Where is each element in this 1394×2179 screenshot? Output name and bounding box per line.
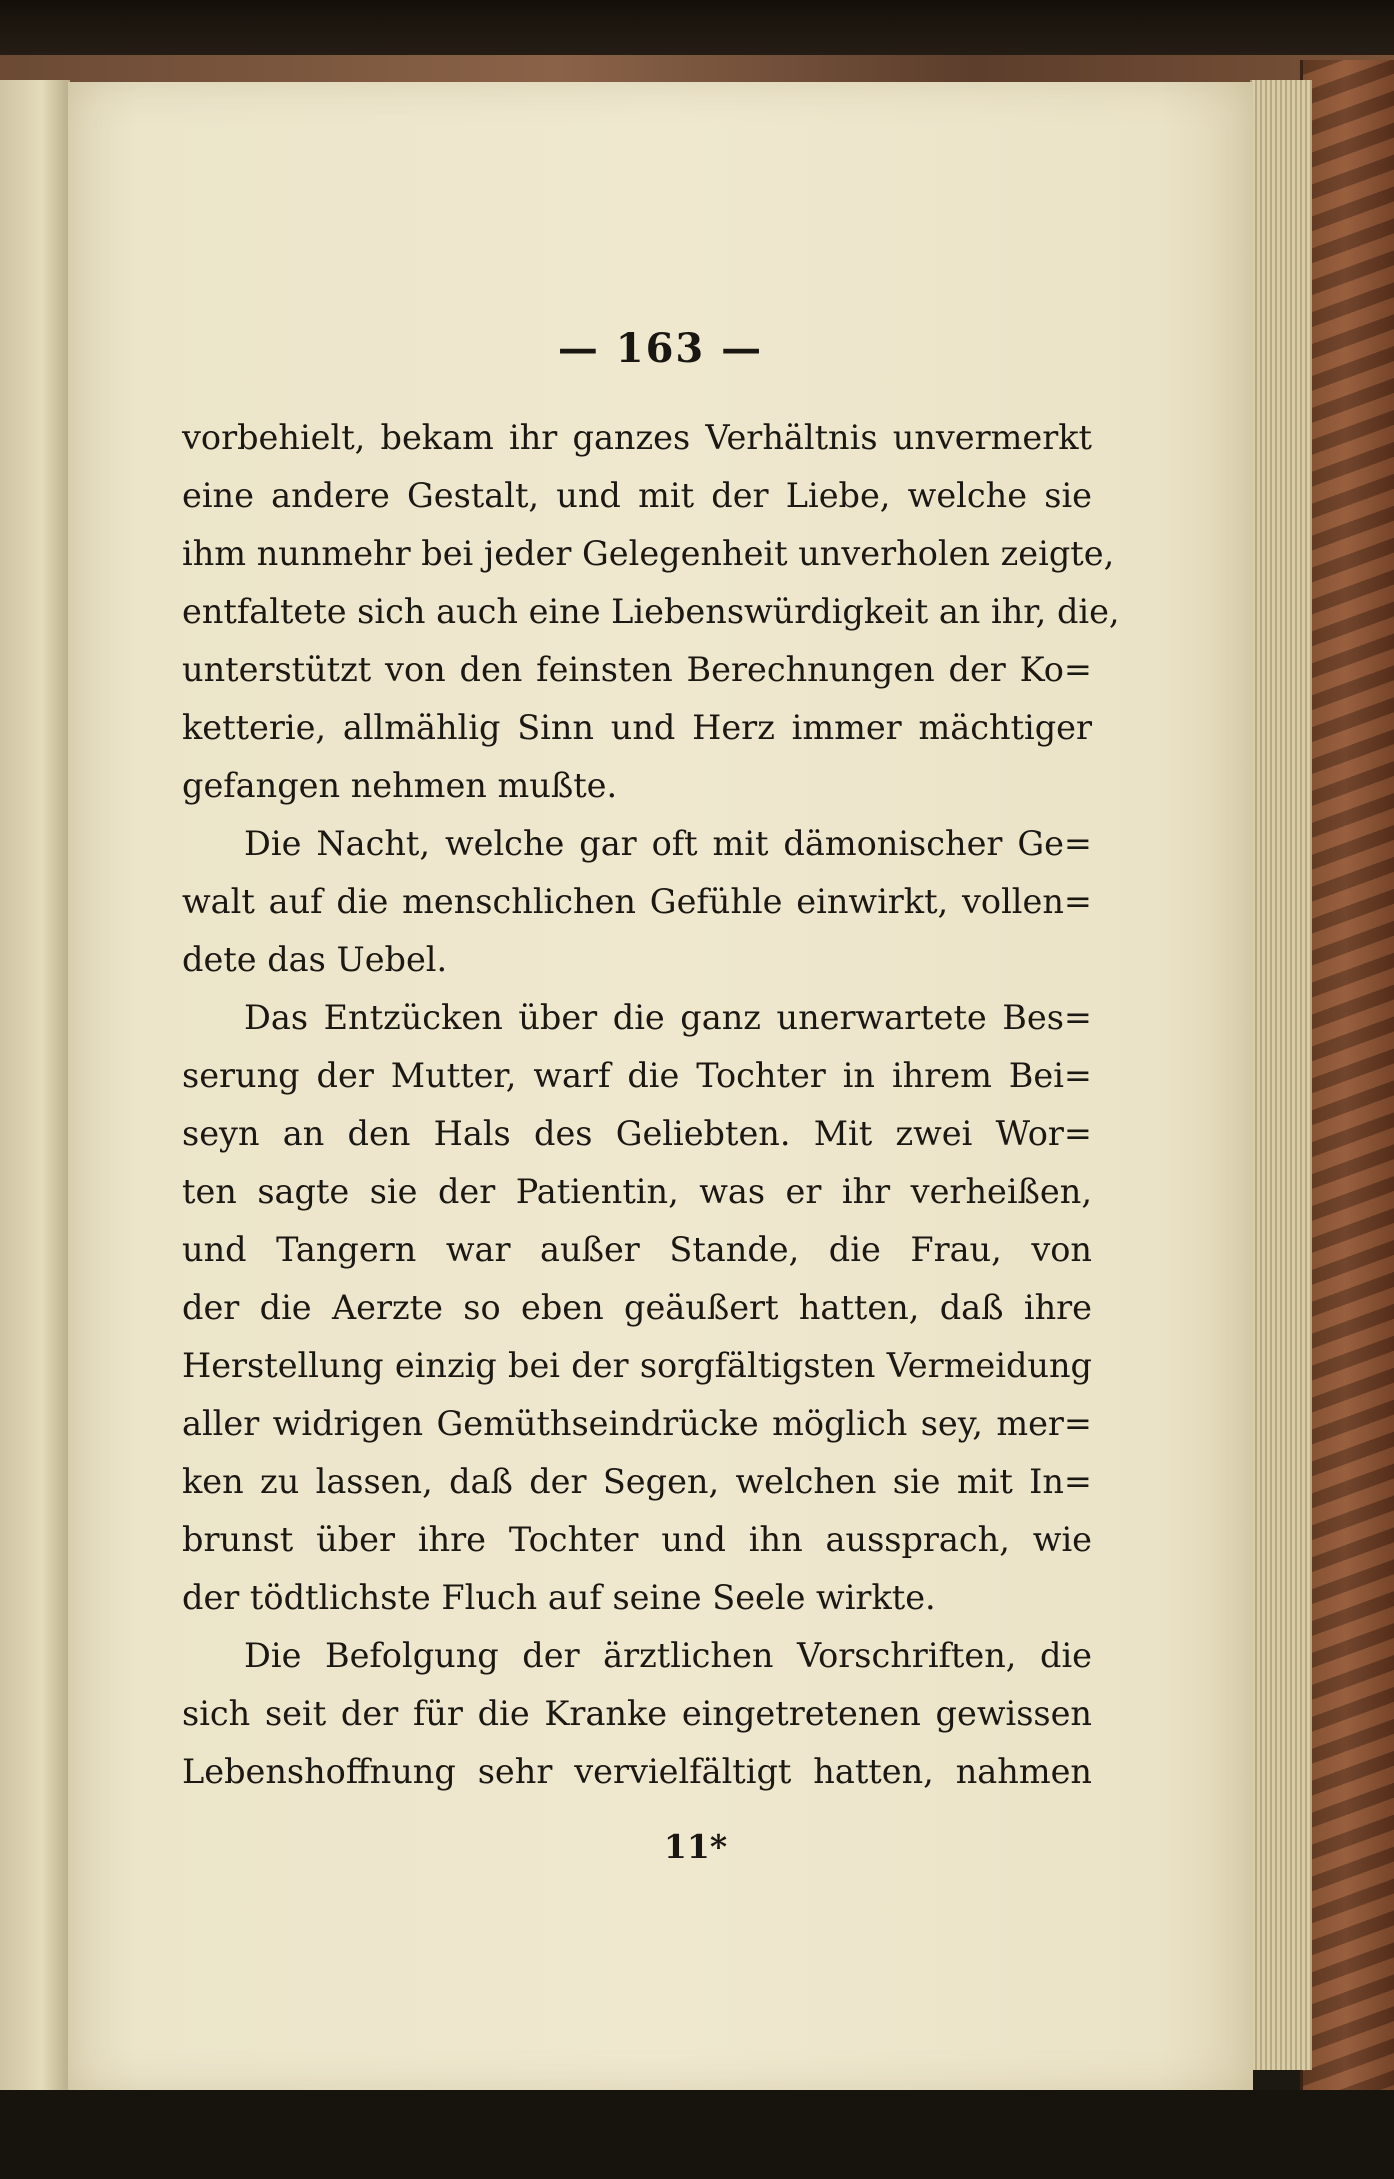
text-line: und Tangern war außer Stande, die Frau, von	[182, 1230, 1092, 1269]
text-line: Das Entzücken über die ganz unerwartete Bes=	[244, 998, 1092, 1037]
book-cover-right	[1300, 60, 1394, 2120]
text-line: gefangen nehmen mußte.	[182, 766, 618, 805]
text-line: aller widrigen Gemüthseindrücke möglich sey, mer=	[182, 1404, 1092, 1443]
text-line: der die Aerzte so eben geäußert hatten, daß ihre	[182, 1288, 1092, 1327]
text-line: eine andere Gestalt, und mit der Liebe, welche sie	[182, 476, 1092, 515]
text-line: ken zu lassen, daß der Segen, welchen sie mit In=	[182, 1462, 1092, 1501]
text-line: Lebenshoffnung sehr vervielfältigt hatten, nahmen	[182, 1752, 1092, 1791]
text-line: Die Nacht, welche gar oft mit dämonischer Ge=	[244, 824, 1092, 863]
page-number-header: — 163 —	[557, 325, 764, 372]
text-line: vorbehielt, bekam ihr ganzes Verhältnis unvermerkt	[182, 418, 1092, 457]
text-line: Herstellung einzig bei der sorgfältigsten Vermeidung	[182, 1346, 1092, 1385]
book-cover-edge	[0, 55, 1394, 85]
book-page	[68, 82, 1253, 2092]
page-body-text	[182, 409, 1120, 1801]
text-line: entfaltete sich auch eine Liebenswürdigkeit an ihr, die,	[182, 592, 1120, 631]
text-line: sich seit der für die Kranke eingetretenen gewissen	[182, 1694, 1092, 1733]
text-line: Die Befolgung der ärztlichen Vorschriften, die	[244, 1636, 1092, 1675]
text-line: ketterie, allmählig Sinn und Herz immer mächtiger	[182, 708, 1092, 747]
text-line: dete das Uebel.	[182, 940, 448, 979]
left-page-edge	[0, 80, 70, 2120]
book-bottom-shadow	[0, 2090, 1394, 2179]
text-line: brunst über ihre Tochter und ihn aussprach, wie	[182, 1520, 1092, 1559]
text-line: unterstützt von den feinsten Berechnungen der Ko=	[182, 650, 1092, 689]
text-line: serung der Mutter, warf die Tochter in ihrem Bei=	[182, 1056, 1092, 1095]
text-line: der tödtlichste Fluch auf seine Seele wirkte.	[182, 1578, 936, 1617]
text-line: ihm nunmehr bei jeder Gelegenheit unverholen zeigte,	[182, 534, 1115, 573]
text-line: walt auf die menschlichen Gefühle einwirkt, vollen=	[182, 882, 1092, 921]
text-line: seyn an den Hals des Geliebten. Mit zwei Wor=	[182, 1114, 1092, 1153]
text-line: ten sagte sie der Patientin, was er ihr verheißen,	[182, 1172, 1092, 1211]
signature-mark: 11*	[663, 1827, 728, 1866]
page-stack-edge	[1250, 80, 1312, 2070]
